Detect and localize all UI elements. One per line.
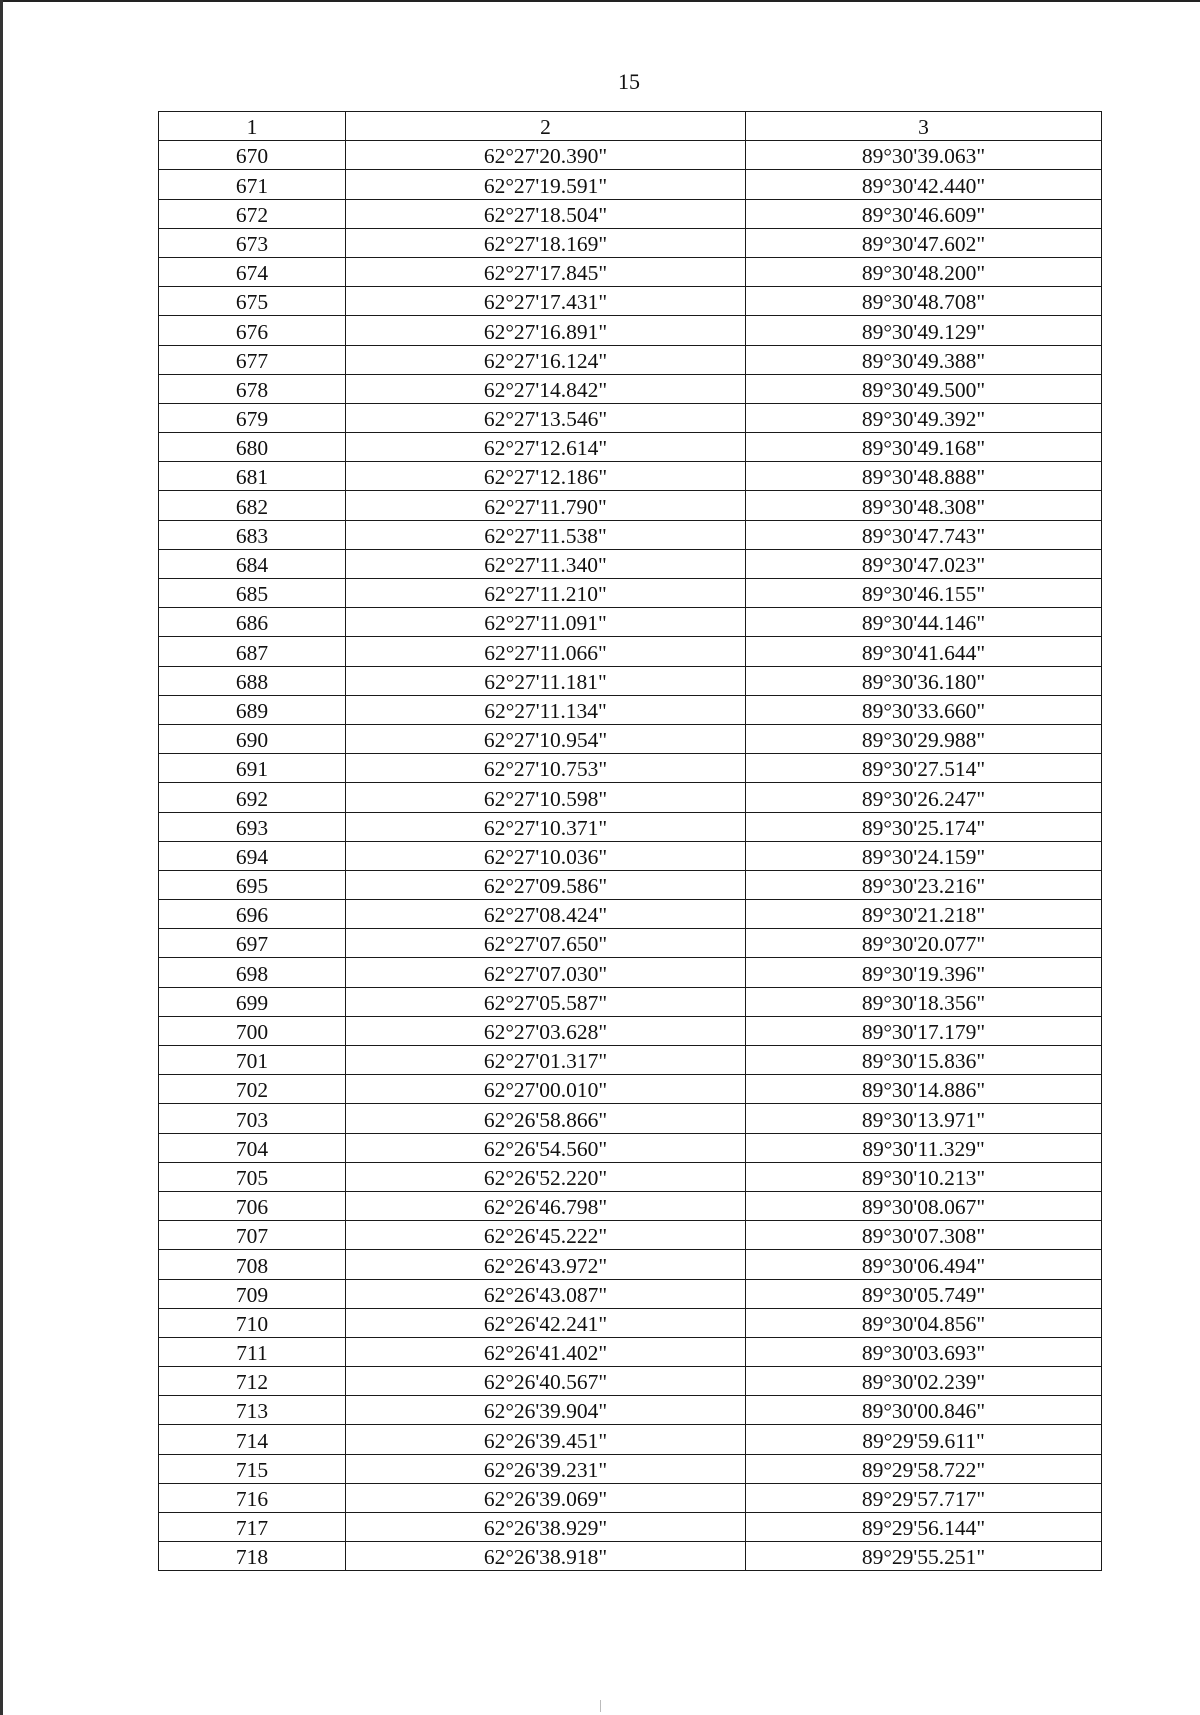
longitude-cell: 89°30'49.129" (746, 316, 1102, 345)
longitude-cell: 89°30'48.708" (746, 287, 1102, 316)
table-row (159, 520, 1102, 549)
table-row (159, 1075, 1102, 1104)
longitude-cell: 89°30'02.239" (746, 1367, 1102, 1396)
table-row (159, 403, 1102, 432)
latitude-cell: 62°27'03.628" (346, 1016, 746, 1045)
table-row (159, 462, 1102, 491)
point-number-cell: 677 (159, 345, 346, 374)
point-number-cell: 718 (159, 1542, 346, 1571)
coordinates-table (158, 111, 1102, 1571)
table-row (159, 1425, 1102, 1454)
table-row (159, 1191, 1102, 1220)
point-number-cell: 671 (159, 170, 346, 199)
point-number-cell: 717 (159, 1513, 346, 1542)
longitude-cell: 89°30'00.846" (746, 1396, 1102, 1425)
longitude-cell: 89°30'17.179" (746, 1016, 1102, 1045)
point-number-cell: 710 (159, 1308, 346, 1337)
point-number-cell: 712 (159, 1367, 346, 1396)
longitude-cell: 89°30'44.146" (746, 608, 1102, 637)
longitude-cell: 89°29'56.144" (746, 1513, 1102, 1542)
point-number-cell: 688 (159, 666, 346, 695)
table-row (159, 929, 1102, 958)
latitude-cell: 62°27'17.845" (346, 257, 746, 286)
latitude-cell: 62°27'12.614" (346, 433, 746, 462)
latitude-cell: 62°27'11.340" (346, 549, 746, 578)
table-row (159, 1367, 1102, 1396)
scan-artifact (600, 1700, 601, 1712)
table-row (159, 287, 1102, 316)
point-number-cell: 695 (159, 870, 346, 899)
table-row (159, 724, 1102, 753)
longitude-cell: 89°29'57.717" (746, 1483, 1102, 1512)
table-row (159, 1337, 1102, 1366)
latitude-cell: 62°27'10.954" (346, 724, 746, 753)
point-number-cell: 713 (159, 1396, 346, 1425)
point-number-cell: 678 (159, 374, 346, 403)
point-number-cell: 676 (159, 316, 346, 345)
point-number-cell: 701 (159, 1046, 346, 1075)
longitude-cell: 89°30'24.159" (746, 841, 1102, 870)
point-number-cell: 708 (159, 1250, 346, 1279)
latitude-cell: 62°26'39.451" (346, 1425, 746, 1454)
latitude-cell: 62°27'07.030" (346, 958, 746, 987)
table-row (159, 987, 1102, 1016)
table-row (159, 433, 1102, 462)
latitude-cell: 62°27'17.431" (346, 287, 746, 316)
point-number-cell: 705 (159, 1162, 346, 1191)
point-number-cell: 680 (159, 433, 346, 462)
point-number-cell: 673 (159, 228, 346, 257)
header-row (159, 112, 1102, 141)
latitude-cell: 62°26'42.241" (346, 1308, 746, 1337)
point-number-cell: 707 (159, 1221, 346, 1250)
latitude-cell: 62°26'43.972" (346, 1250, 746, 1279)
point-number-cell: 693 (159, 812, 346, 841)
latitude-cell: 62°26'38.918" (346, 1542, 746, 1571)
latitude-cell: 62°26'45.222" (346, 1221, 746, 1250)
table-row (159, 1133, 1102, 1162)
point-number-cell: 698 (159, 958, 346, 987)
latitude-cell: 62°27'18.504" (346, 199, 746, 228)
latitude-cell: 62°27'12.186" (346, 462, 746, 491)
latitude-cell: 62°27'09.586" (346, 870, 746, 899)
point-number-cell: 679 (159, 403, 346, 432)
longitude-cell: 89°30'14.886" (746, 1075, 1102, 1104)
longitude-cell: 89°30'06.494" (746, 1250, 1102, 1279)
latitude-cell: 62°27'11.134" (346, 695, 746, 724)
table-row (159, 1483, 1102, 1512)
latitude-cell: 62°26'46.798" (346, 1191, 746, 1220)
longitude-cell: 89°30'49.168" (746, 433, 1102, 462)
table-row (159, 841, 1102, 870)
longitude-cell: 89°30'07.308" (746, 1221, 1102, 1250)
point-number-cell: 714 (159, 1425, 346, 1454)
latitude-cell: 62°27'11.066" (346, 637, 746, 666)
longitude-cell: 89°30'23.216" (746, 870, 1102, 899)
longitude-cell: 89°30'42.440" (746, 170, 1102, 199)
table-row (159, 900, 1102, 929)
longitude-cell: 89°30'04.856" (746, 1308, 1102, 1337)
point-number-cell: 689 (159, 695, 346, 724)
point-number-cell: 670 (159, 141, 346, 170)
longitude-cell: 89°30'13.971" (746, 1104, 1102, 1133)
table-row (159, 637, 1102, 666)
table-row (159, 1046, 1102, 1075)
column-header-latitude: 2 (346, 112, 746, 141)
scan-border-left (0, 0, 3, 1715)
table-header (159, 112, 1102, 141)
latitude-cell: 62°27'05.587" (346, 987, 746, 1016)
point-number-cell: 709 (159, 1279, 346, 1308)
table-row (159, 783, 1102, 812)
longitude-cell: 89°30'47.743" (746, 520, 1102, 549)
table-row (159, 608, 1102, 637)
longitude-cell: 89°30'03.693" (746, 1337, 1102, 1366)
table-row (159, 1454, 1102, 1483)
latitude-cell: 62°26'41.402" (346, 1337, 746, 1366)
longitude-cell: 89°29'59.611" (746, 1425, 1102, 1454)
point-number-cell: 687 (159, 637, 346, 666)
longitude-cell: 89°30'47.023" (746, 549, 1102, 578)
longitude-cell: 89°30'21.218" (746, 900, 1102, 929)
scan-border-top (0, 0, 1200, 2)
table-row (159, 812, 1102, 841)
table-row (159, 579, 1102, 608)
longitude-cell: 89°30'29.988" (746, 724, 1102, 753)
point-number-cell: 692 (159, 783, 346, 812)
table-body (159, 141, 1102, 1571)
table-row (159, 199, 1102, 228)
longitude-cell: 89°30'49.388" (746, 345, 1102, 374)
longitude-cell: 89°30'47.602" (746, 228, 1102, 257)
point-number-cell: 702 (159, 1075, 346, 1104)
latitude-cell: 62°26'43.087" (346, 1279, 746, 1308)
longitude-cell: 89°30'39.063" (746, 141, 1102, 170)
table-row (159, 1542, 1102, 1571)
point-number-cell: 675 (159, 287, 346, 316)
latitude-cell: 62°27'11.538" (346, 520, 746, 549)
table-row (159, 666, 1102, 695)
column-header-point-number: 1 (159, 112, 346, 141)
point-number-cell: 699 (159, 987, 346, 1016)
point-number-cell: 672 (159, 199, 346, 228)
latitude-cell: 62°27'16.891" (346, 316, 746, 345)
latitude-cell: 62°26'40.567" (346, 1367, 746, 1396)
latitude-cell: 62°27'10.598" (346, 783, 746, 812)
latitude-cell: 62°26'58.866" (346, 1104, 746, 1133)
latitude-cell: 62°27'10.753" (346, 754, 746, 783)
point-number-cell: 696 (159, 900, 346, 929)
longitude-cell: 89°30'27.514" (746, 754, 1102, 783)
point-number-cell: 706 (159, 1191, 346, 1220)
table-row (159, 870, 1102, 899)
point-number-cell: 704 (159, 1133, 346, 1162)
latitude-cell: 62°27'08.424" (346, 900, 746, 929)
longitude-cell: 89°29'55.251" (746, 1542, 1102, 1571)
longitude-cell: 89°30'11.329" (746, 1133, 1102, 1162)
point-number-cell: 684 (159, 549, 346, 578)
table-row (159, 1513, 1102, 1542)
latitude-cell: 62°26'38.929" (346, 1513, 746, 1542)
table-row (159, 1250, 1102, 1279)
latitude-cell: 62°27'10.371" (346, 812, 746, 841)
table-row (159, 345, 1102, 374)
latitude-cell: 62°27'11.210" (346, 579, 746, 608)
point-number-cell: 715 (159, 1454, 346, 1483)
longitude-cell: 89°30'19.396" (746, 958, 1102, 987)
table-row (159, 257, 1102, 286)
table-row (159, 316, 1102, 345)
table-row (159, 1221, 1102, 1250)
point-number-cell: 674 (159, 257, 346, 286)
table-row (159, 1396, 1102, 1425)
longitude-cell: 89°30'48.308" (746, 491, 1102, 520)
latitude-cell: 62°27'10.036" (346, 841, 746, 870)
latitude-cell: 62°26'52.220" (346, 1162, 746, 1191)
point-number-cell: 681 (159, 462, 346, 491)
latitude-cell: 62°27'13.546" (346, 403, 746, 432)
longitude-cell: 89°30'25.174" (746, 812, 1102, 841)
longitude-cell: 89°30'20.077" (746, 929, 1102, 958)
point-number-cell: 703 (159, 1104, 346, 1133)
point-number-cell: 697 (159, 929, 346, 958)
latitude-cell: 62°27'11.181" (346, 666, 746, 695)
latitude-cell: 62°27'07.650" (346, 929, 746, 958)
table-row (159, 549, 1102, 578)
point-number-cell: 711 (159, 1337, 346, 1366)
point-number-cell: 685 (159, 579, 346, 608)
latitude-cell: 62°27'18.169" (346, 228, 746, 257)
latitude-cell: 62°27'16.124" (346, 345, 746, 374)
longitude-cell: 89°30'48.200" (746, 257, 1102, 286)
latitude-cell: 62°27'11.790" (346, 491, 746, 520)
longitude-cell: 89°30'18.356" (746, 987, 1102, 1016)
point-number-cell: 691 (159, 754, 346, 783)
longitude-cell: 89°30'05.749" (746, 1279, 1102, 1308)
table-row (159, 1308, 1102, 1337)
longitude-cell: 89°30'33.660" (746, 695, 1102, 724)
latitude-cell: 62°26'39.231" (346, 1454, 746, 1483)
latitude-cell: 62°27'00.010" (346, 1075, 746, 1104)
point-number-cell: 683 (159, 520, 346, 549)
longitude-cell: 89°30'26.247" (746, 783, 1102, 812)
latitude-cell: 62°27'14.842" (346, 374, 746, 403)
latitude-cell: 62°27'20.390" (346, 141, 746, 170)
longitude-cell: 89°30'49.500" (746, 374, 1102, 403)
table-row (159, 695, 1102, 724)
table-row (159, 1016, 1102, 1045)
longitude-cell: 89°30'36.180" (746, 666, 1102, 695)
longitude-cell: 89°30'48.888" (746, 462, 1102, 491)
latitude-cell: 62°26'39.069" (346, 1483, 746, 1512)
latitude-cell: 62°27'11.091" (346, 608, 746, 637)
table-row (159, 170, 1102, 199)
latitude-cell: 62°27'19.591" (346, 170, 746, 199)
table-row (159, 1162, 1102, 1191)
longitude-cell: 89°30'08.067" (746, 1191, 1102, 1220)
longitude-cell: 89°30'15.836" (746, 1046, 1102, 1075)
longitude-cell: 89°30'10.213" (746, 1162, 1102, 1191)
point-number-cell: 682 (159, 491, 346, 520)
point-number-cell: 700 (159, 1016, 346, 1045)
point-number-cell: 694 (159, 841, 346, 870)
table-row (159, 491, 1102, 520)
point-number-cell: 716 (159, 1483, 346, 1512)
longitude-cell: 89°30'49.392" (746, 403, 1102, 432)
longitude-cell: 89°30'41.644" (746, 637, 1102, 666)
table-row (159, 1279, 1102, 1308)
page-number: 15 (618, 69, 640, 94)
table-row (159, 1104, 1102, 1133)
longitude-cell: 89°30'46.609" (746, 199, 1102, 228)
table-row (159, 374, 1102, 403)
table-row (159, 754, 1102, 783)
table-row (159, 228, 1102, 257)
column-header-longitude: 3 (746, 112, 1102, 141)
longitude-cell: 89°30'46.155" (746, 579, 1102, 608)
latitude-cell: 62°26'39.904" (346, 1396, 746, 1425)
latitude-cell: 62°26'54.560" (346, 1133, 746, 1162)
longitude-cell: 89°29'58.722" (746, 1454, 1102, 1483)
table-row (159, 958, 1102, 987)
latitude-cell: 62°27'01.317" (346, 1046, 746, 1075)
table-row (159, 141, 1102, 170)
point-number-cell: 690 (159, 724, 346, 753)
point-number-cell: 686 (159, 608, 346, 637)
